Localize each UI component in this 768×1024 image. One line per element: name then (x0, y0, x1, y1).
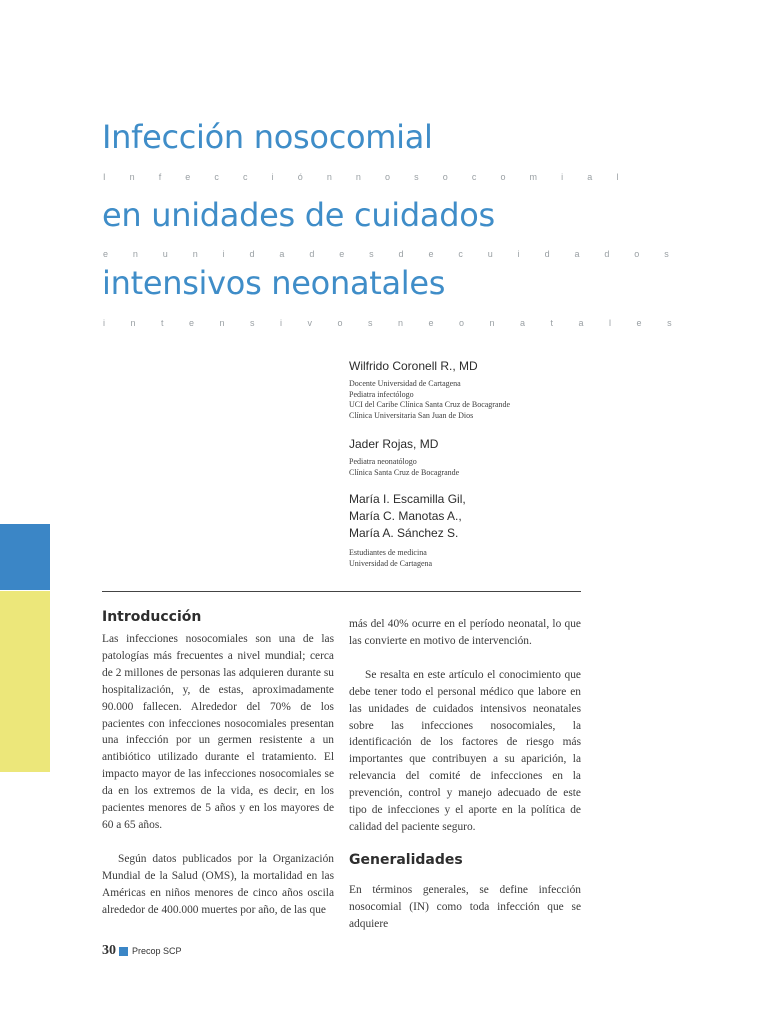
page-footer (102, 943, 182, 959)
author-affiliation: Universidad de Cartagena (349, 558, 433, 568)
generalidades-heading: Generalidades (349, 851, 463, 868)
author-name: Wilfrido Coronell R., MD (349, 359, 478, 373)
author-group-2 (349, 436, 589, 478)
title-line-3: intensivos neonatales (102, 264, 446, 302)
title-spaced-3: i n t e n s i v o s n e o n a t a l e s (103, 318, 684, 328)
page-number: 30 (102, 943, 116, 958)
intro-paragraph-2: Según datos publicados por la Organización Mundial de la Salud (OMS), la mortalidad en las Américas en niños menores de cinco años oscila alrededor de 400.000 muertes por año, de las que (102, 852, 334, 916)
intro-heading: Introducción (102, 609, 202, 625)
title-line-2: en unidades de cuidados (102, 196, 495, 234)
title-spaced-2: e n u n i d a d e s d e c u i d a d o s (103, 249, 680, 259)
author-affiliation: Clínica Universitaria San Juan de Dios (349, 411, 474, 421)
author-group-3 (349, 491, 589, 569)
author-affiliation: Estudiantes de medicina (349, 548, 427, 558)
divider-rule (102, 591, 581, 592)
author-name: María I. Escamilla Gil, (349, 492, 466, 507)
author-name: María C. Manotas A., (349, 509, 462, 524)
author-affiliation: Docente Universidad de Cartagena (349, 379, 461, 388)
author-affiliation: Clínica Santa Cruz de Bocagrande (349, 467, 460, 477)
right-paragraph-2: Se resalta en este artículo el conocimiento que debe tener todo el personal médico que labore en las unidades de cuidados intensivos neonatales sobre las infecciones nosocomiales, la identificación de los factores de riesgo más importantes que contribuyen a su aparición, la relevancia del comité de infecciones en la prevención, control y manejo adecuado de este tipo de infecciones y el aporte en la política de calidad del paciente seguro. (349, 668, 581, 833)
generalidades-paragraph-1: En términos generales, se define infección nosocomial (IN) como toda infección que se adquiere (349, 883, 581, 930)
author-affiliation: UCI del Caribe Clínica Santa Cruz de Bocagrande (349, 400, 511, 410)
author-block (349, 358, 589, 570)
author-name: Jader Rojas, MD (349, 436, 439, 451)
title-line-1: Infección nosocomial (102, 118, 433, 156)
side-bar-yellow (0, 591, 50, 772)
side-bar-blue (0, 524, 50, 590)
intro-paragraph-1: Las infecciones nosocomiales son una de las patologías más frecuentes a nivel mundial; cerca de 2 millones de personas las adquieren durante su hospitalización, y, de estas, aproximadamente 90.000 fallecen. Alrededor del 70% de los pacientes con infecciones nosocomiales presentan una infección por un germen resistente a un antibiótico utilizado durante el tratamiento. El impacto mayor de las infecciones nosocomiales se da en los extremos de la vida, es decir, en los pacientes menores de 5 años y en los mayores de 60 a 65 años. (102, 633, 334, 831)
square-bullet-icon (119, 947, 128, 956)
left-column (102, 607, 334, 919)
right-column (349, 616, 581, 933)
right-paragraph-1: más del 40% ocurre en el período neonatal, lo que las convierte en motivo de intervención. (349, 618, 581, 647)
author-affiliation: Pediatra infectólogo (349, 389, 414, 399)
author-group-1 (349, 358, 589, 422)
title-spaced-1: I n f e c c i ó n n o s o c o m i a l (103, 172, 630, 182)
author-affiliation: Pediatra neonatólogo (349, 456, 417, 466)
journal-name: Precop SCP (132, 946, 182, 956)
author-name: María A. Sánchez S. (349, 526, 459, 541)
